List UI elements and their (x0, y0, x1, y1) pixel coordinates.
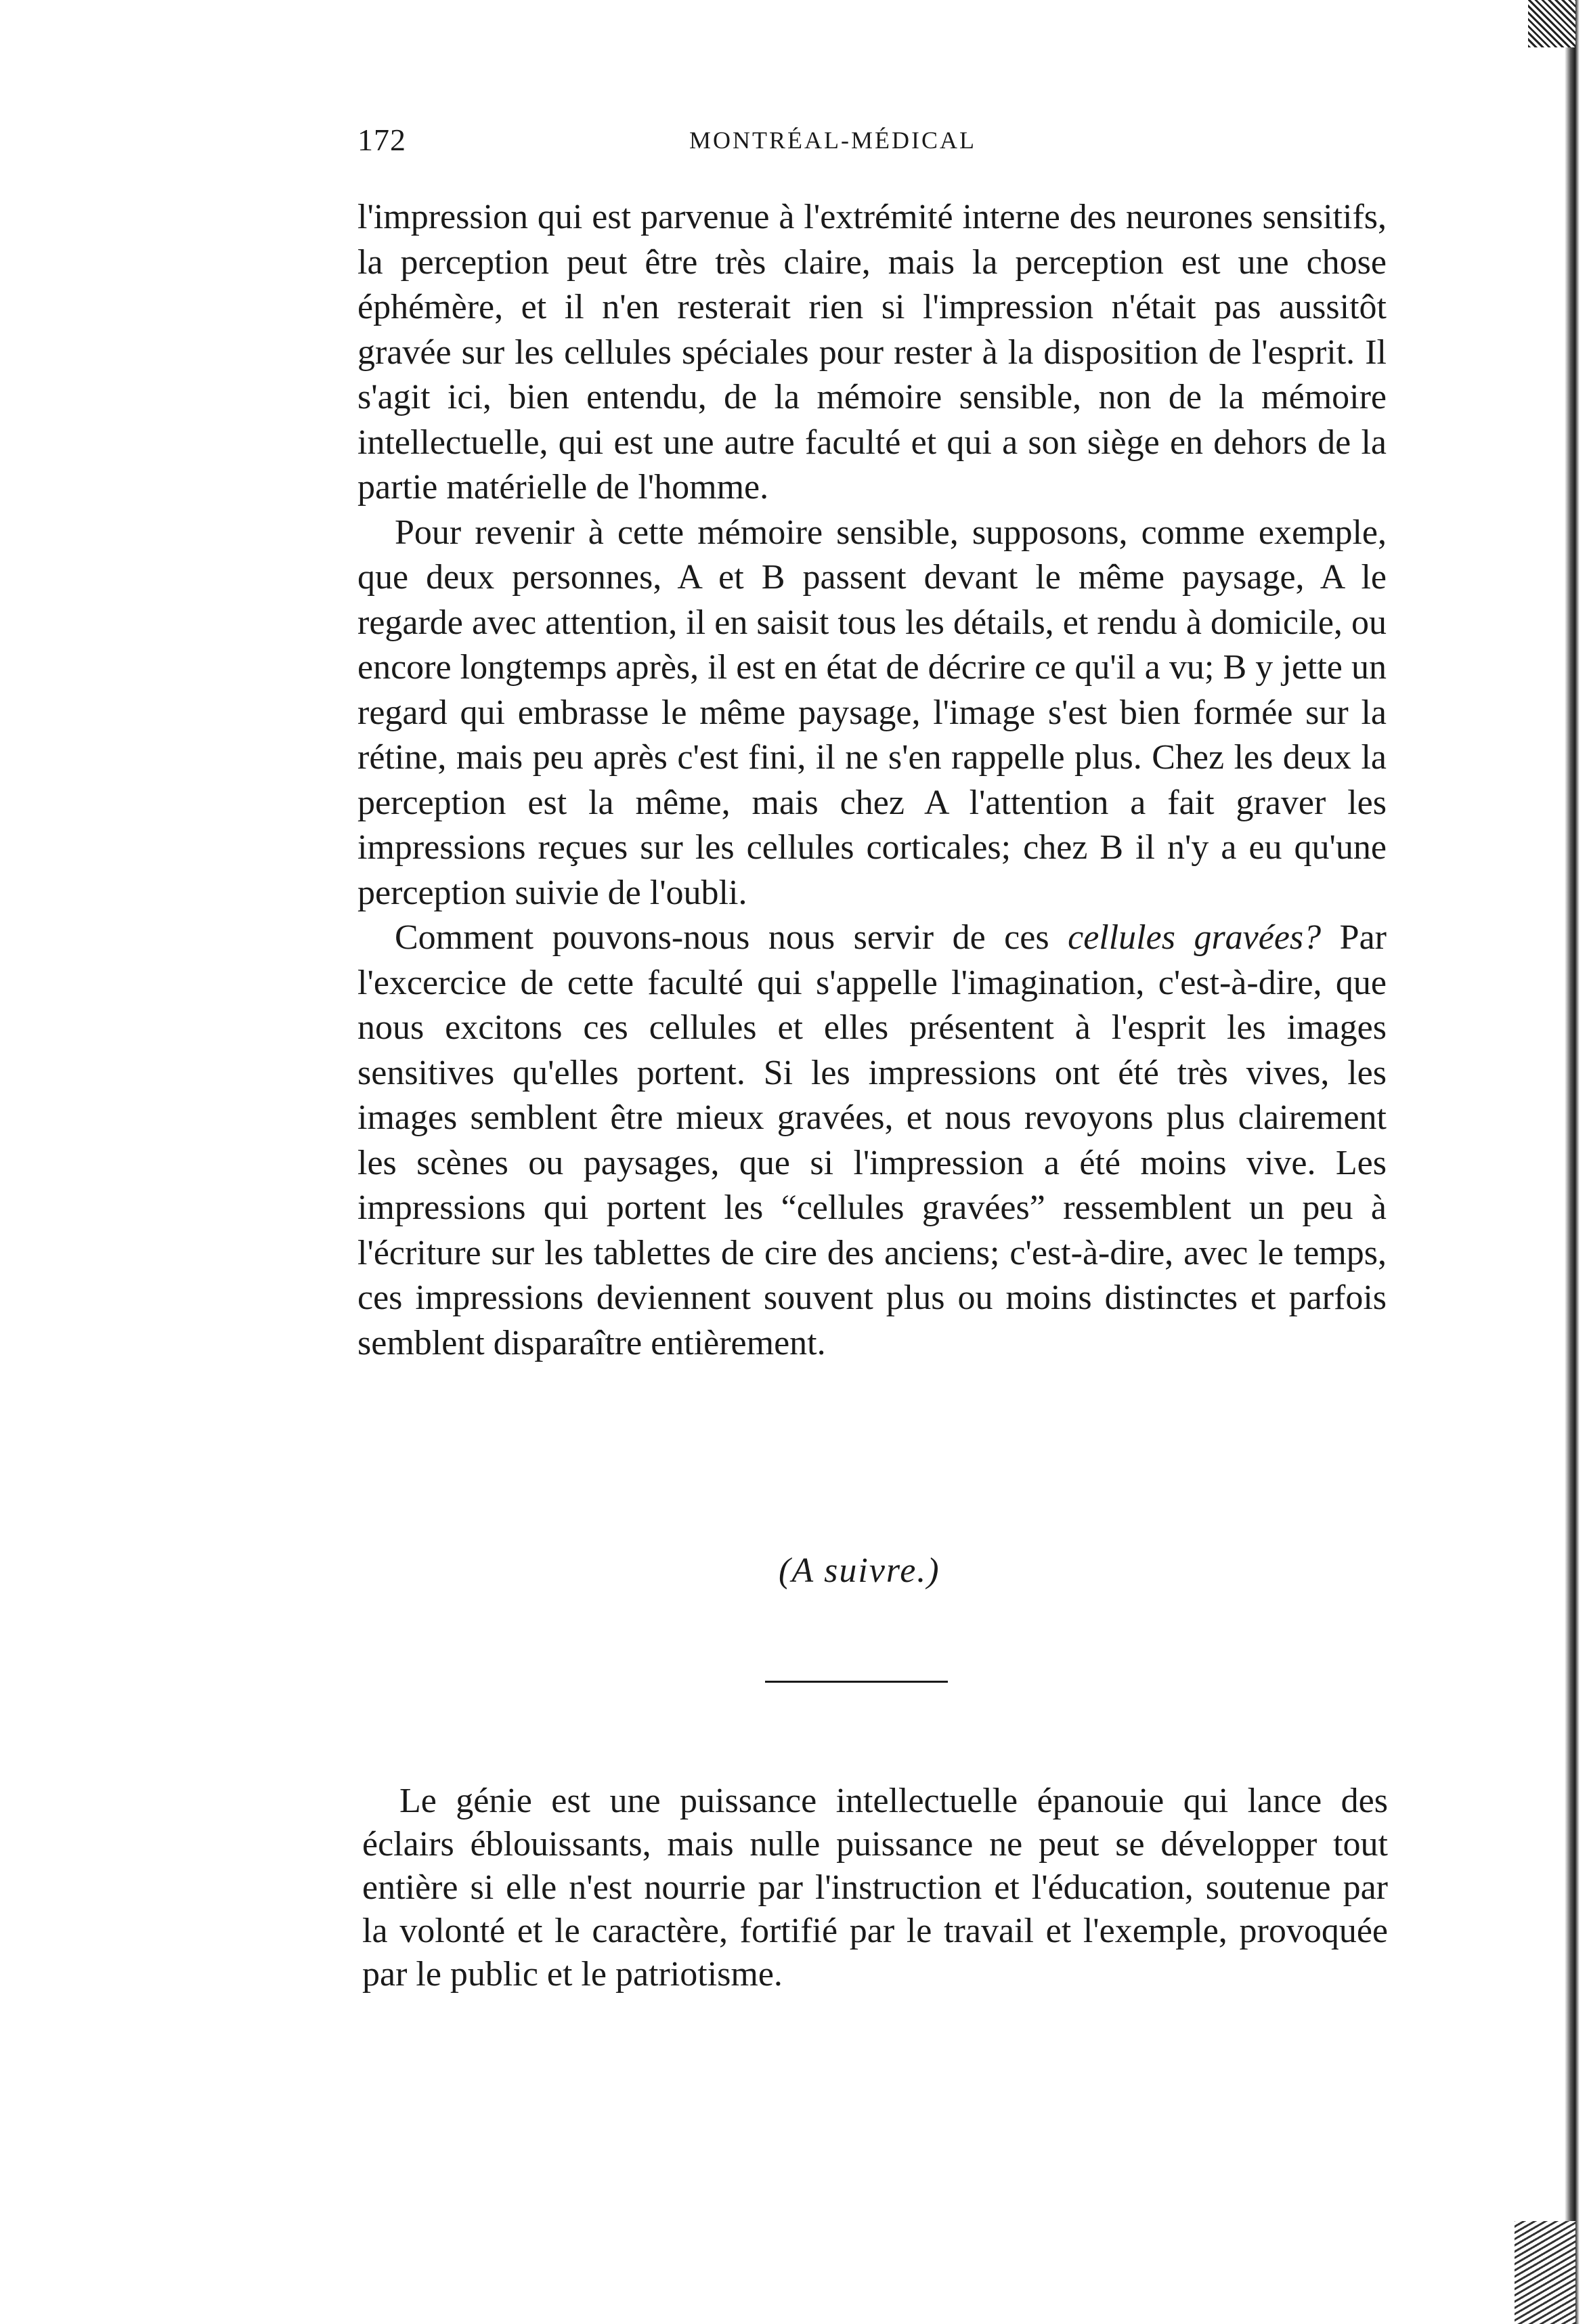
journal-title: MONTRÉAL-MÉDICAL (689, 127, 976, 154)
continuation-note: (A suivre.) (779, 1551, 940, 1590)
scan-corner-artifact-top (1528, 0, 1575, 47)
paragraph-text-start: Comment pouvons-nous nous servir de ces (395, 918, 1068, 957)
genius-quote: Le génie est une puissance intellectuelle épanouie qui lance des éclairs éblouissants, mais nulle puissance ne peut se développer tout entière si elle n'est nourrie par l'instruction et l'éducation, soutenue par la volonté et le caractère, fortifié par le travail et l'exemple, provoquée par le public et le patriotisme. (362, 1782, 1388, 1994)
page-number: 172 (357, 123, 406, 157)
scan-corner-artifact-bottom (1515, 2221, 1575, 2324)
running-header (357, 122, 1387, 169)
paragraph-memory-sensible: l'impression qui est parvenue à l'extrémité interne des neurones sensitifs, la perception peut être très claire, mais la perception est une chose éphémère, et il n'en resterait rien si l'impression n'était pas aussitôt gravée sur les cellules spéciales pour rester à la disposition de l'esprit. Il s'agit ici, bien entendu, de la mémoire sensible, non de la mémoire intellectuelle, qui est une autre faculté et qui a son siège en dehors de la partie matérielle de l'homme. (357, 198, 1387, 507)
paragraph-cellules-gravees (357, 916, 1387, 1366)
article-body (357, 195, 1387, 1366)
scan-binding-edge (1565, 0, 1580, 2324)
section-divider (765, 1681, 948, 1683)
paragraph-example-a-b: Pour revenir à cette mémoire sensible, supposons, comme exemple, que deux personnes, A et B passent devant le même paysage, A le regarde avec attention, il en saisit tous les détails, et rendu à domicile, ou encore longtemps après, il est en état de décrire ce qu'il a vu; B y jette un regard qui embrasse le même paysage, l'image s'est bien formée sur la rétine, mais peu après c'est fini, il ne s'en rappelle plus. Chez les deux la perception est la même, mais chez A l'attention a fait graver les impressions reçues sur les cellules corticales; chez B il n'y a eu qu'une perception suivie de l'oubli. (357, 513, 1387, 912)
emphasized-term: cellules gravées? (1068, 918, 1322, 957)
paragraph-text-end: Par l'excercice de cette faculté qui s'appelle l'imagination, c'est-à-dire, que nous excitons ces cellules et elles présentent à l'esprit les images sensitives qu'elles portent. Si les impressions ont été très vives, les images semblent être mieux gravées, et nous revoyons plus clairement les scènes ou paysages, que si l'impression a été moins vive. Les impressions qui portent les “cellules gravées” ressemblent un peu à l'écriture sur les tablettes de cire des anciens; c'est-à-dire, avec le temps, ces impressions deviennent souvent plus ou moins distinctes et parfois semblent disparaître entièrement. (357, 918, 1387, 1362)
